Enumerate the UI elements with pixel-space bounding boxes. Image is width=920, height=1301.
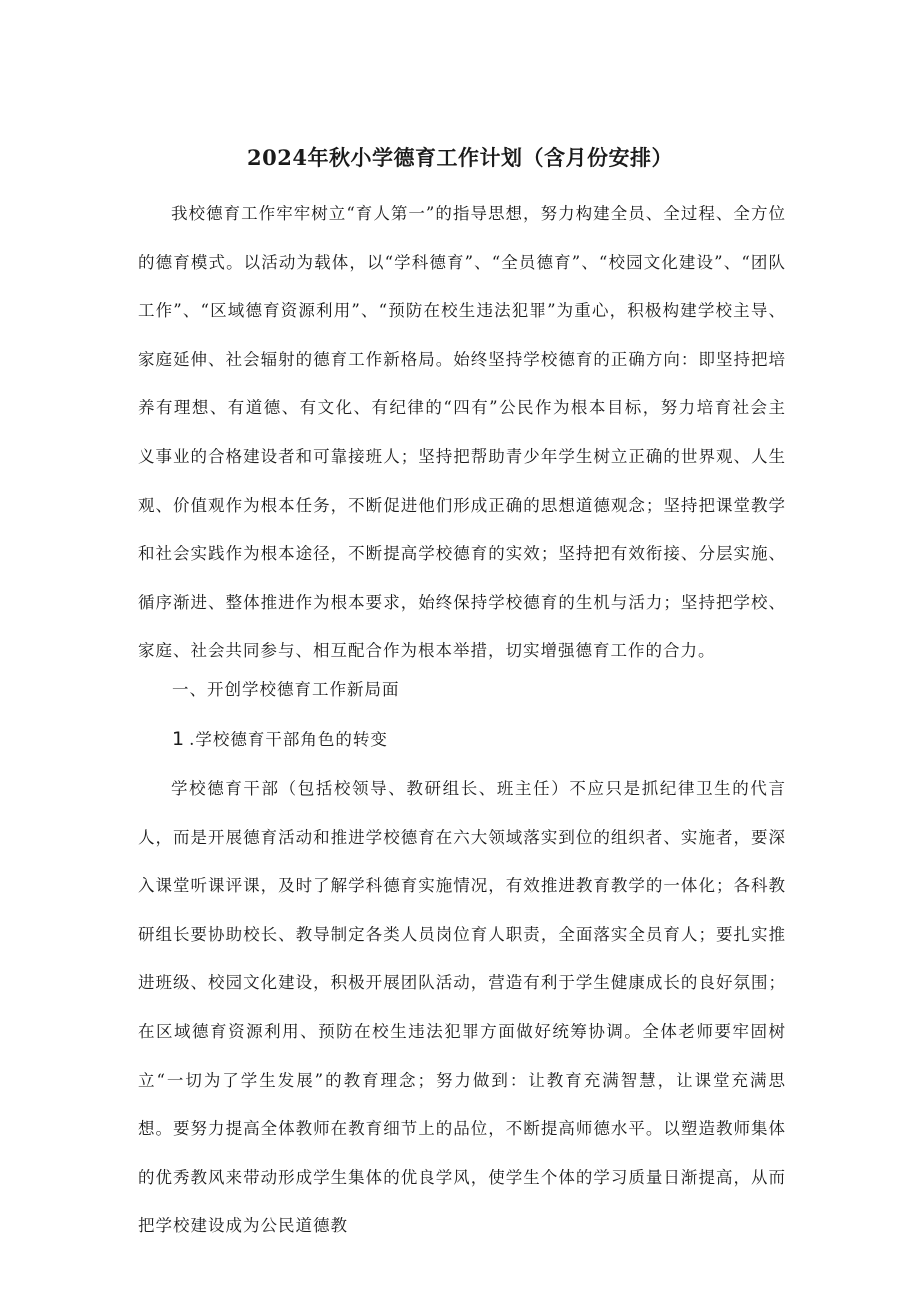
subsection-number: 1	[172, 728, 186, 750]
subsection-heading	[172, 724, 388, 755]
body-paragraph: 学校德育干部（包括校领导、教研组长、班主任）不应只是抓纪律卫生的代言人，而是开展德育活动和推进学校德育在六大领域落实到位的组织者、实施者，要深入课堂听课评课，及时了解学科德育实施情况，有效推进教育教学的一体化；各科教研组长要协助校长、教导制定各类人员岗位育人职责，全面落实全员育人；要扎实推进班级、校园文化建设，积极开展团队活动，营造有利于学生健康成长的良好氛围；在区域德育资源利用、预防在校生违法犯罪方面做好统筹协调。全体老师要牢固树立“一切为了学生发展”的教育理念；努力做到：让教育充满智慧，让课堂充满思想。要努力提高全体教师在教育细节上的品位，不断提高师德水平。以塑造教师集体的优秀教风来带动形成学生集体的优良学风，使学生个体的学习质量日渐提高，从而把学校建设成为公民道德教	[138, 779, 786, 1236]
subsection-title: .学校德育干部角色的转变	[189, 730, 388, 749]
document-title: 2024年秋小学德育工作计划（含月份安排）	[247, 145, 673, 170]
section-heading: 一、开创学校德育工作新局面	[172, 680, 400, 699]
intro-paragraph: 我校德育工作牢牢树立“育人第一”的指导思想，努力构建全员、全过程、全方位的德育模式。以活动为载体，以“学科德育”、“全员德育”、“校园文化建设”、“团队工作”、“区域德育资源利用”、“预防在校生违法犯罪”为重心，积极构建学校主导、家庭延伸、社会辐射的德育工作新格局。始终坚持学校德育的正确方向：即坚持把培养有理想、有道德、有文化、有纪律的“四有”公民作为根本目标，努力培育社会主义事业的合格建设者和可靠接班人；坚持把帮助青少年学生树立正确的世界观、人生观、价值观作为根本任务，不断促进他们形成正确的思想道德观念；坚持把课堂教学和社会实践作为根本途径，不断提高学校德育的实效；坚持把有效衔接、分层实施、循序渐进、整体推进作为根本要求，始终保持学校德育的生机与活力；坚持把学校、家庭、社会共同参与、相互配合作为根本举措，切实增强德育工作的合力。	[138, 204, 786, 661]
